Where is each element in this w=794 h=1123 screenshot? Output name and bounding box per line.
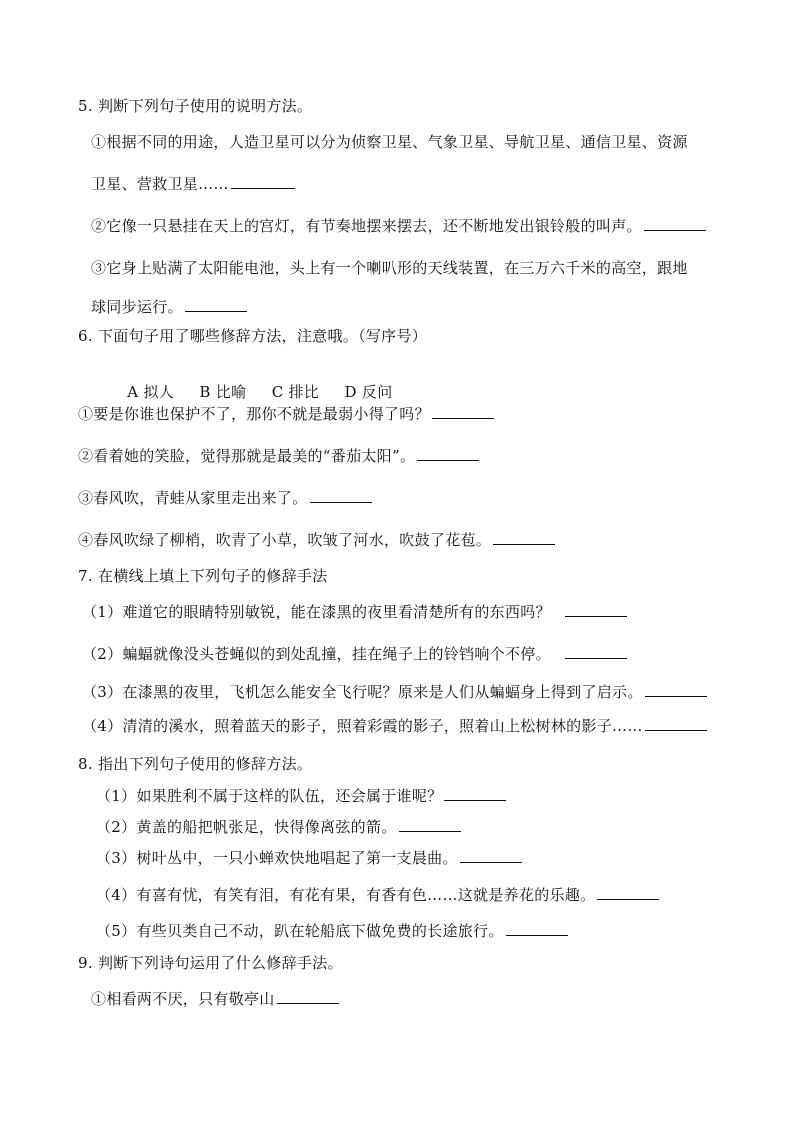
- q9-sentence-1: ①相看两不厌，只有敬亭山: [91, 989, 339, 1009]
- q6-sentence-3: ③春风吹，青蛙从家里走出来了。: [78, 488, 372, 508]
- q7-sentence-3: （3）在漆黑的夜里，飞机怎么能安全飞行呢？原来是人们从蝙蝠身上得到了启示。: [82, 682, 707, 702]
- q8-answer-blank-5[interactable]: [506, 921, 568, 936]
- q9-answer-blank-1[interactable]: [277, 989, 339, 1004]
- q5-answer-blank-2[interactable]: [644, 216, 706, 231]
- q7-answer-blank-2[interactable]: [565, 644, 627, 659]
- q9-title: 9. 判断下列诗句运用了什么修辞手法。: [78, 954, 343, 972]
- q6-sentence-4: ④春风吹绿了柳梢，吹青了小草，吹皱了河水，吹鼓了花苞。: [78, 530, 555, 550]
- q6-sentence-1: ①要是你谁也保护不了，那你不就是最弱小得了吗？: [78, 404, 494, 424]
- q8-title: 8. 指出下列句子使用的修辞方法。: [78, 755, 313, 773]
- q5-sentence-3-line-2: 球同步运行。: [91, 297, 247, 317]
- q7-answer-blank-1[interactable]: [565, 602, 627, 617]
- q6-answer-blank-1[interactable]: [432, 404, 494, 419]
- q8-answer-blank-4[interactable]: [597, 885, 659, 900]
- q8-answer-blank-3[interactable]: [460, 848, 522, 863]
- q8-sentence-4: （4）有喜有忧，有笑有泪，有花有果，有香有色……这就是养花的乐趣。: [96, 885, 659, 905]
- q6-options: A 拟人 B 比喻 C 排比 D 反问: [127, 383, 393, 401]
- q6-answer-blank-2[interactable]: [417, 446, 479, 461]
- q7-answer-blank-3[interactable]: [645, 682, 707, 697]
- q8-answer-blank-2[interactable]: [399, 817, 461, 832]
- q6-title: 6. 下面句子用了哪些修辞方法，注意哦。（写序号）: [78, 327, 428, 345]
- q6-answer-blank-4[interactable]: [493, 530, 555, 545]
- q6-answer-blank-3[interactable]: [310, 488, 372, 503]
- q8-sentence-1: （1）如果胜利不属于这样的队伍，还会属于谁呢？: [96, 786, 506, 806]
- q5-sentence-1-line-2: 卫星、营救卫星……: [91, 174, 295, 194]
- q7-answer-blank-4[interactable]: [645, 716, 707, 731]
- q7-sentence-1: （1）难道它的眼睛特别敏锐，能在漆黑的夜里看清楚所有的东西吗？: [82, 602, 627, 622]
- q5-sentence-2: ②它像一只悬挂在天上的宫灯，有节奏地摆来摆去，还不断地发出银铃般的叫声。: [91, 216, 706, 236]
- q8-sentence-2: （2）黄盖的船把帆张足，快得像离弦的箭。: [96, 817, 461, 837]
- q8-sentence-5: （5）有些贝类自己不动，趴在轮船底下做免费的长途旅行。: [96, 921, 568, 941]
- q5-answer-blank-3[interactable]: [185, 297, 247, 312]
- q5-title: 5. 判断下列句子使用的说明方法。: [78, 97, 313, 115]
- q7-title: 7. 在横线上填上下列句子的修辞手法: [78, 567, 328, 585]
- q8-sentence-3: （3）树叶丛中，一只小蝉欢快地唱起了第一支晨曲。: [96, 848, 522, 868]
- q8-answer-blank-1[interactable]: [444, 786, 506, 801]
- q5-sentence-3-line-1: ③它身上贴满了太阳能电池，头上有一个喇叭形的天线装置，在三万六千米的高空，跟地: [91, 259, 688, 277]
- q7-sentence-2: （2）蝙蝠就像没头苍蝇似的到处乱撞，挂在绳子上的铃铛响个不停。: [82, 644, 627, 664]
- q5-sentence-1-line-1: ①根据不同的用途，人造卫星可以分为侦察卫星、气象卫星、导航卫星、通信卫星、资源: [91, 133, 688, 151]
- q7-sentence-4: （4）清清的溪水，照着蓝天的影子，照着彩霞的影子，照着山上松树林的影子……: [82, 716, 707, 736]
- q6-sentence-2: ②看着她的笑脸，觉得那就是最美的“番茄太阳”。: [78, 446, 479, 466]
- q5-answer-blank-1[interactable]: [231, 174, 295, 189]
